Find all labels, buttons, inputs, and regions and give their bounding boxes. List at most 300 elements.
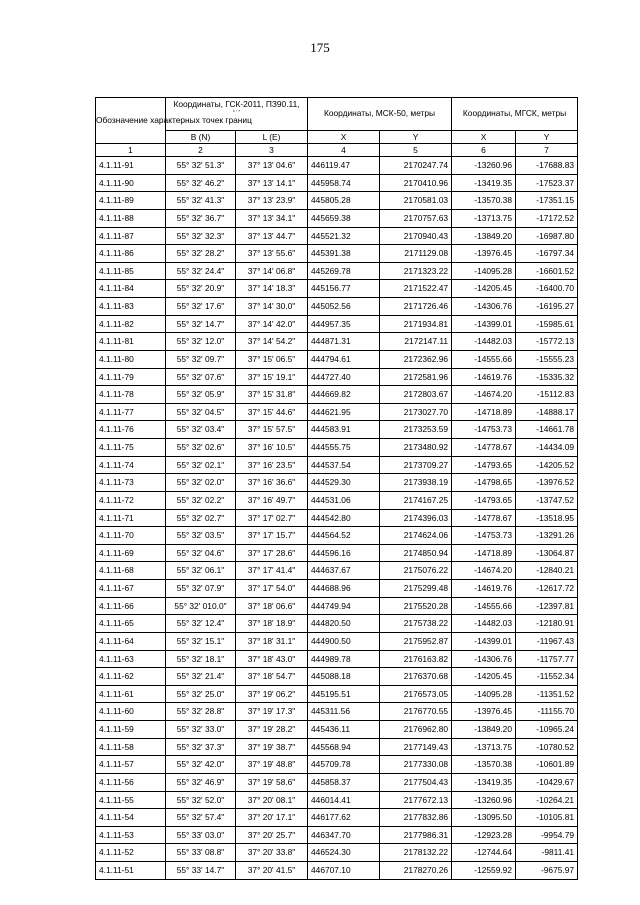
table-row [96,350,578,368]
msk-x-cell: 444531.06 [308,491,380,509]
longitude-cell: 37° 15' 06.5" [236,350,308,368]
msk-y-cell: 2172147.11 [380,333,452,351]
table-row [96,580,578,598]
mgsk-x-cell: -14399.01 [452,315,516,333]
msk-y-cell: 2177149.43 [380,738,452,756]
longitude-cell: 37° 19' 48.8" [236,756,308,774]
longitude-cell: 37° 20' 17.1" [236,809,308,827]
mgsk-x-cell: -14482.03 [452,333,516,351]
msk-y-cell: 2171323.22 [380,262,452,280]
point-id: 4.1.11-78 [96,386,166,404]
header-mgsk: Координаты, МГСК, метры [452,98,578,131]
mgsk-x-cell: -13260.96 [452,157,516,175]
table-header [96,98,578,157]
msk-y-cell: 2177986.31 [380,826,452,844]
msk-x-cell: 445311.56 [308,703,380,721]
msk-x-cell: 444688.96 [308,580,380,598]
msk-x-cell: 444989.78 [308,650,380,668]
longitude-cell: 37° 13' 04.6" [236,157,308,175]
msk-y-cell: 2178132.22 [380,844,452,862]
point-id: 4.1.11-59 [96,721,166,739]
latitude-cell: 55° 32' 21.4" [166,668,236,686]
table-row [96,298,578,316]
longitude-cell: 37° 16' 36.6" [236,474,308,492]
mgsk-y-cell: -11351.52 [516,685,578,703]
msk-x-cell: 445391.38 [308,245,380,263]
msk-x-cell: 444749.94 [308,597,380,615]
coordinates-table [95,97,578,880]
point-id: 4.1.11-88 [96,209,166,227]
mgsk-x-cell: -14095.28 [452,685,516,703]
mgsk-y-cell: -10780.52 [516,738,578,756]
msk-x-cell: 444900.50 [308,632,380,650]
column-number: 4 [308,144,380,157]
table-row [96,756,578,774]
point-id: 4.1.11-54 [96,809,166,827]
header-x-msk: X [308,131,380,144]
table-row [96,227,578,245]
longitude-cell: 37° 14' 06.8" [236,262,308,280]
mgsk-y-cell: -13291.26 [516,527,578,545]
longitude-cell: 37° 16' 10.5" [236,439,308,457]
msk-x-cell: 444871.31 [308,333,380,351]
latitude-cell: 55° 32' 03.5" [166,527,236,545]
point-id: 4.1.11-71 [96,509,166,527]
msk-x-cell: 446707.10 [308,862,380,880]
latitude-cell: 55° 33' 08.8" [166,844,236,862]
longitude-cell: 37° 15' 19.1" [236,368,308,386]
mgsk-y-cell: -15772.13 [516,333,578,351]
msk-x-cell: 445568.94 [308,738,380,756]
mgsk-y-cell: -10105.81 [516,809,578,827]
point-id: 4.1.11-70 [96,527,166,545]
mgsk-x-cell: -14619.76 [452,580,516,598]
msk-y-cell: 2173709.27 [380,456,452,474]
mgsk-x-cell: -14798.65 [452,474,516,492]
msk-x-cell: 445195.51 [308,685,380,703]
table-row [96,157,578,175]
msk-x-cell: 444637.67 [308,562,380,580]
msk-y-cell: 2170757.63 [380,209,452,227]
latitude-cell: 55° 32' 36.7" [166,209,236,227]
longitude-cell: 37° 18' 43.0" [236,650,308,668]
mgsk-y-cell: -9954.79 [516,826,578,844]
table-row [96,862,578,880]
mgsk-x-cell: -14778.67 [452,439,516,457]
latitude-cell: 55° 32' 18.1" [166,650,236,668]
point-id: 4.1.11-73 [96,474,166,492]
header-msk: Координаты, МСК-50, метры [308,98,452,131]
latitude-cell: 55° 32' 04.6" [166,544,236,562]
msk-y-cell: 2171129.08 [380,245,452,263]
latitude-cell: 55° 32' 42.0" [166,756,236,774]
mgsk-x-cell: -14205.45 [452,280,516,298]
msk-x-cell: 446347.70 [308,826,380,844]
point-id: 4.1.11-57 [96,756,166,774]
msk-x-cell: 444529.30 [308,474,380,492]
msk-x-cell: 446524.30 [308,844,380,862]
latitude-cell: 55° 32' 02.0" [166,474,236,492]
point-id: 4.1.11-84 [96,280,166,298]
mgsk-x-cell: -13570.38 [452,192,516,210]
longitude-cell: 37° 17' 15.7" [236,527,308,545]
table-row [96,491,578,509]
table-row [96,386,578,404]
latitude-cell: 55° 32' 07.9" [166,580,236,598]
mgsk-x-cell: -13419.35 [452,174,516,192]
longitude-cell: 37° 17' 28.6" [236,544,308,562]
latitude-cell: 55° 32' 46.9" [166,773,236,791]
latitude-cell: 55° 32' 06.1" [166,562,236,580]
header-b: B (N) [166,131,236,144]
point-id: 4.1.11-61 [96,685,166,703]
msk-y-cell: 2173938.19 [380,474,452,492]
column-number: 7 [516,144,578,157]
point-id: 4.1.11-56 [96,773,166,791]
point-id: 4.1.11-83 [96,298,166,316]
longitude-cell: 37° 17' 54.0" [236,580,308,598]
mgsk-y-cell: -13518.95 [516,509,578,527]
table-row [96,280,578,298]
point-id: 4.1.11-67 [96,580,166,598]
mgsk-y-cell: -10264.21 [516,791,578,809]
mgsk-y-cell: -11155.70 [516,703,578,721]
mgsk-y-cell: -15555.23 [516,350,578,368]
latitude-cell: 55° 32' 52.0" [166,791,236,809]
header-gsk-units: ° ′ ″ [232,109,241,116]
mgsk-y-cell: -11967.43 [516,632,578,650]
header-y-mgsk: Y [516,131,578,144]
mgsk-y-cell: -9811.41 [516,844,578,862]
longitude-cell: 37° 19' 17.3" [236,703,308,721]
table-row [96,650,578,668]
msk-y-cell: 2174396.03 [380,509,452,527]
longitude-cell: 37° 19' 28.2" [236,721,308,739]
longitude-cell: 37° 19' 58.6" [236,773,308,791]
point-id: 4.1.11-55 [96,791,166,809]
mgsk-x-cell: -14619.76 [452,368,516,386]
header-y-msk: Y [380,131,452,144]
msk-y-cell: 2176962.80 [380,721,452,739]
msk-x-cell: 444727.40 [308,368,380,386]
msk-x-cell: 445659.38 [308,209,380,227]
latitude-cell: 55° 32' 02.6" [166,439,236,457]
table-row [96,562,578,580]
msk-y-cell: 2175520.28 [380,597,452,615]
mgsk-x-cell: -14674.20 [452,562,516,580]
msk-x-cell: 445858.37 [308,773,380,791]
point-id: 4.1.11-82 [96,315,166,333]
point-id: 4.1.11-81 [96,333,166,351]
table-row [96,333,578,351]
msk-x-cell: 444669.82 [308,386,380,404]
mgsk-x-cell: -13849.20 [452,721,516,739]
table-row [96,721,578,739]
longitude-cell: 37° 20' 41.5" [236,862,308,880]
mgsk-y-cell: -10965.24 [516,721,578,739]
msk-y-cell: 2176163.82 [380,650,452,668]
longitude-cell: 37° 13' 44.7" [236,227,308,245]
latitude-cell: 55° 32' 37.3" [166,738,236,756]
table-row [96,527,578,545]
msk-y-cell: 2174850.94 [380,544,452,562]
mgsk-y-cell: -15335.32 [516,368,578,386]
msk-y-cell: 2175738.22 [380,615,452,633]
point-id: 4.1.11-86 [96,245,166,263]
longitude-cell: 37° 15' 57.5" [236,421,308,439]
table-body [96,157,578,880]
msk-x-cell: 445521.32 [308,227,380,245]
msk-x-cell: 446119.47 [308,157,380,175]
point-id: 4.1.11-87 [96,227,166,245]
msk-x-cell: 444621.95 [308,403,380,421]
header-l: L (E) [236,131,308,144]
latitude-cell: 55° 32' 32.3" [166,227,236,245]
latitude-cell: 55° 32' 33.0" [166,721,236,739]
mgsk-y-cell: -16601.52 [516,262,578,280]
mgsk-x-cell: -13976.45 [452,703,516,721]
point-id: 4.1.11-66 [96,597,166,615]
mgsk-x-cell: -14555.66 [452,597,516,615]
latitude-cell: 55° 32' 17.6" [166,298,236,316]
header-x-mgsk: X [452,131,516,144]
mgsk-x-cell: -13095.50 [452,809,516,827]
msk-y-cell: 2174167.25 [380,491,452,509]
point-id: 4.1.11-76 [96,421,166,439]
mgsk-x-cell: -13713.75 [452,738,516,756]
msk-x-cell: 444596.16 [308,544,380,562]
longitude-cell: 37° 17' 02.7" [236,509,308,527]
point-id: 4.1.11-68 [96,562,166,580]
msk-x-cell: 445805.28 [308,192,380,210]
longitude-cell: 37° 14' 42.0" [236,315,308,333]
point-id: 4.1.11-77 [96,403,166,421]
msk-y-cell: 2173253.59 [380,421,452,439]
latitude-cell: 55° 32' 02.2" [166,491,236,509]
mgsk-x-cell: -14306.76 [452,298,516,316]
table-row [96,597,578,615]
mgsk-x-cell: -14555.66 [452,350,516,368]
mgsk-x-cell: -13419.35 [452,773,516,791]
latitude-cell: 55° 32' 12.4" [166,615,236,633]
msk-y-cell: 2170581.03 [380,192,452,210]
latitude-cell: 55° 32' 02.7" [166,509,236,527]
point-id: 4.1.11-51 [96,862,166,880]
mgsk-x-cell: -14399.01 [452,632,516,650]
msk-x-cell: 445052.56 [308,298,380,316]
mgsk-y-cell: -15112.83 [516,386,578,404]
longitude-cell: 37° 20' 33.8" [236,844,308,862]
msk-x-cell: 444583.91 [308,421,380,439]
mgsk-x-cell: -14718.89 [452,403,516,421]
longitude-cell: 37° 13' 23.9" [236,192,308,210]
msk-y-cell: 2176370.68 [380,668,452,686]
msk-x-cell: 446177.62 [308,809,380,827]
mgsk-y-cell: -17523.37 [516,174,578,192]
msk-x-cell: 445156.77 [308,280,380,298]
latitude-cell: 55° 32' 05.9" [166,386,236,404]
longitude-cell: 37° 19' 38.7" [236,738,308,756]
msk-y-cell: 2175076.22 [380,562,452,580]
mgsk-x-cell: -13260.96 [452,791,516,809]
latitude-cell: 55° 33' 14.7" [166,862,236,880]
table-row [96,773,578,791]
latitude-cell: 55° 32' 02.1" [166,456,236,474]
msk-x-cell: 445709.78 [308,756,380,774]
mgsk-x-cell: -14778.67 [452,509,516,527]
msk-x-cell: 444564.52 [308,527,380,545]
header-gsk-label: Координаты, ГСК-2011, ПЗ90.11, [173,99,300,109]
msk-x-cell: 444794.61 [308,350,380,368]
mgsk-x-cell: -14205.45 [452,668,516,686]
msk-x-cell: 444957.35 [308,315,380,333]
mgsk-y-cell: -12397.81 [516,597,578,615]
mgsk-x-cell: -14793.65 [452,456,516,474]
table-row [96,809,578,827]
mgsk-y-cell: -10601.89 [516,756,578,774]
point-id: 4.1.11-64 [96,632,166,650]
point-id: 4.1.11-79 [96,368,166,386]
msk-y-cell: 2175952.87 [380,632,452,650]
point-id: 4.1.11-58 [96,738,166,756]
latitude-cell: 55° 32' 57.4" [166,809,236,827]
mgsk-x-cell: -14482.03 [452,615,516,633]
mgsk-y-cell: -13747.52 [516,491,578,509]
point-id: 4.1.11-80 [96,350,166,368]
msk-y-cell: 2177832.86 [380,809,452,827]
table-row [96,403,578,421]
point-id: 4.1.11-74 [96,456,166,474]
column-number: 2 [166,144,236,157]
point-id: 4.1.11-69 [96,544,166,562]
mgsk-x-cell: -14674.20 [452,386,516,404]
mgsk-y-cell: -16400.70 [516,280,578,298]
latitude-cell: 55° 32' 03.4" [166,421,236,439]
msk-x-cell: 444555.75 [308,439,380,457]
longitude-cell: 37° 18' 06.6" [236,597,308,615]
longitude-cell: 37° 13' 55.6" [236,245,308,263]
table-row [96,685,578,703]
point-id: 4.1.11-60 [96,703,166,721]
msk-y-cell: 2173480.92 [380,439,452,457]
longitude-cell: 37° 20' 08.1" [236,791,308,809]
longitude-cell: 37° 15' 44.6" [236,403,308,421]
mgsk-x-cell: -12744.64 [452,844,516,862]
table-row [96,421,578,439]
latitude-cell: 55° 32' 15.1" [166,632,236,650]
latitude-cell: 55° 32' 28.2" [166,245,236,263]
point-id: 4.1.11-91 [96,157,166,175]
msk-y-cell: 2171522.47 [380,280,452,298]
mgsk-y-cell: -11552.34 [516,668,578,686]
point-id: 4.1.11-85 [96,262,166,280]
msk-y-cell: 2172362.96 [380,350,452,368]
longitude-cell: 37° 16' 23.5" [236,456,308,474]
latitude-cell: 55° 32' 07.6" [166,368,236,386]
mgsk-y-cell: -14888.17 [516,403,578,421]
mgsk-x-cell: -13849.20 [452,227,516,245]
longitude-cell: 37° 19' 06.2" [236,685,308,703]
table-row [96,456,578,474]
table-row [96,174,578,192]
point-id: 4.1.11-62 [96,668,166,686]
mgsk-x-cell: -12559.92 [452,862,516,880]
mgsk-y-cell: -17688.83 [516,157,578,175]
column-number: 5 [380,144,452,157]
mgsk-y-cell: -17351.15 [516,192,578,210]
msk-y-cell: 2176770.55 [380,703,452,721]
mgsk-x-cell: -13570.38 [452,756,516,774]
mgsk-y-cell: -12180.91 [516,615,578,633]
table-row [96,703,578,721]
mgsk-y-cell: -13064.87 [516,544,578,562]
latitude-cell: 55° 32' 14.7" [166,315,236,333]
mgsk-x-cell: -13976.45 [452,245,516,263]
point-id: 4.1.11-75 [96,439,166,457]
latitude-cell: 55° 32' 12.0" [166,333,236,351]
column-number: 1 [96,144,166,157]
longitude-cell: 37° 18' 54.7" [236,668,308,686]
msk-x-cell: 445088.18 [308,668,380,686]
mgsk-y-cell: -12840.21 [516,562,578,580]
msk-x-cell: 445436.11 [308,721,380,739]
mgsk-y-cell: -14434.09 [516,439,578,457]
longitude-cell: 37° 13' 34.1" [236,209,308,227]
msk-y-cell: 2176573.05 [380,685,452,703]
point-id: 4.1.11-90 [96,174,166,192]
msk-y-cell: 2177330.08 [380,756,452,774]
mgsk-x-cell: -12923.28 [452,826,516,844]
table-row [96,791,578,809]
latitude-cell: 55° 32' 09.7" [166,350,236,368]
point-id: 4.1.11-53 [96,826,166,844]
msk-y-cell: 2171726.46 [380,298,452,316]
point-id: 4.1.11-52 [96,844,166,862]
mgsk-y-cell: -9675.97 [516,862,578,880]
mgsk-x-cell: -14306.76 [452,650,516,668]
msk-y-cell: 2172803.67 [380,386,452,404]
msk-y-cell: 2177672.13 [380,791,452,809]
longitude-cell: 37° 18' 31.1" [236,632,308,650]
table-row [96,262,578,280]
msk-y-cell: 2178270.26 [380,862,452,880]
longitude-cell: 37° 14' 18.3" [236,280,308,298]
table-row [96,615,578,633]
table-row [96,544,578,562]
msk-x-cell: 445269.78 [308,262,380,280]
table-row [96,738,578,756]
column-number: 3 [236,144,308,157]
table-row [96,245,578,263]
mgsk-y-cell: -17172.52 [516,209,578,227]
msk-y-cell: 2174624.06 [380,527,452,545]
longitude-cell: 37° 20' 25.7" [236,826,308,844]
msk-y-cell: 2172581.96 [380,368,452,386]
table-row [96,509,578,527]
msk-y-cell: 2175299.48 [380,580,452,598]
longitude-cell: 37° 15' 31.8" [236,386,308,404]
table-row [96,474,578,492]
latitude-cell: 55° 32' 46.2" [166,174,236,192]
mgsk-y-cell: -10429.67 [516,773,578,791]
latitude-cell: 55° 32' 20.9" [166,280,236,298]
mgsk-x-cell: -14793.65 [452,491,516,509]
column-number: 6 [452,144,516,157]
table-row [96,192,578,210]
page-number: 175 [310,40,330,55]
mgsk-y-cell: -12617.72 [516,580,578,598]
latitude-cell: 55° 32' 25.0" [166,685,236,703]
